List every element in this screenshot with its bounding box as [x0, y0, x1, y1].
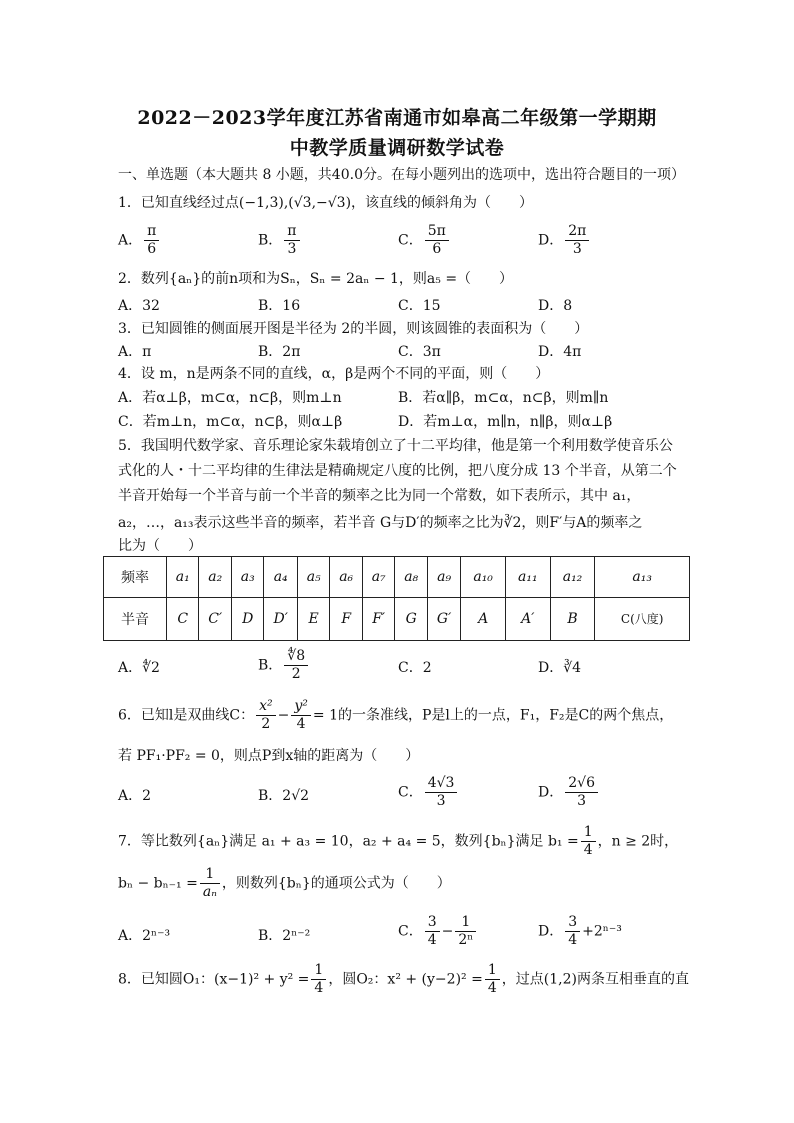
- question-5-line5: 比为（ ）: [118, 538, 202, 554]
- q1-option-c: C． $\frac{5\pi}{6}$: [398, 223, 451, 258]
- q3-option-c: C．3π: [398, 344, 441, 360]
- table-cell: A: [461, 598, 506, 641]
- table-cell: B: [550, 598, 595, 641]
- table-cell: a₂: [199, 557, 232, 598]
- table-cell: a₅: [297, 557, 330, 598]
- q7-option-d: D． $\frac{3}{4}$ +2ⁿ⁻³: [538, 914, 622, 948]
- exam-title-line1: 2022－2023学年度江苏省南通市如皋高二年级第一学期期: [137, 107, 657, 129]
- table-row-frequency: [104, 557, 690, 598]
- q6-option-b: B．2√2: [258, 788, 310, 804]
- q7-option-b: B．2ⁿ⁻²: [258, 928, 311, 944]
- q4-option-a: A．若α⊥β，m⊂α，n⊂β，则m⊥n: [118, 390, 342, 406]
- question-7-line1: 7．等比数列{aₙ}满足 a₁ + a₃ = 10，a₂ + a₄ = 5，数列{bₙ}满足 b₁ = $\frac{1}{4}$ ，n ≥ 2时，: [118, 824, 679, 858]
- q1-option-d: D． $\frac{2\pi}{3}$: [538, 223, 591, 258]
- q4-option-c: C．若m⊥n，m⊂α，n⊂β，则α⊥β: [118, 414, 343, 430]
- question-8-text: 8．已知圆O₁：(x−1)² + y² = $\frac{1}{4}$ ，圆O₂：x² + (y−2)² = $\frac{1}{4}$ ，过点(1,2)两条互相垂直的直: [118, 962, 689, 996]
- table-cell: a₁₁: [505, 557, 550, 598]
- table-cell: a₁₂: [550, 557, 595, 598]
- table-cell: a₃: [231, 557, 264, 598]
- table-cell: D: [231, 598, 264, 641]
- question-7-line2: bₙ − bₙ₋₁ = $\frac{1}{\text{aₙ}}$ ，则数列{bₙ}的通项公式为（ ）: [118, 866, 451, 900]
- table-cell: G: [395, 598, 428, 641]
- question-3-text: 3．已知圆锥的侧面展开图是半径为 2的半圆，则该圆锥的表面积为（ ）: [118, 321, 589, 337]
- q6-option-c: C． $\frac{4√3}{3}$: [398, 775, 459, 810]
- q1-option-b: B． $\frac{\pi}{3}$: [258, 223, 302, 258]
- exam-title-line2: 中教学质量调研数学试卷: [289, 137, 505, 159]
- q1-option-a: A． $\frac{\pi}{6}$: [118, 223, 161, 258]
- section-header: 一、单选题（本大题共 8 小题，共40.0分。在每小题列出的选项中，选出符合题目的一项）: [118, 167, 685, 183]
- table-row-semitone: [104, 598, 690, 641]
- table-cell: a₈: [395, 557, 428, 598]
- question-6-line1: 6．已知l是双曲线C： $\frac{\text{x²}}{2}$ − $\frac{\text{y²}}{4}$ = 1的一条准线，P是l上的一点，F₁，F₂是C的两个焦点，: [118, 698, 674, 732]
- table-cell: C′: [199, 598, 232, 641]
- q5-option-b: B． $\frac{∜8}{2}$: [258, 648, 310, 683]
- table-cell: a₇: [362, 557, 395, 598]
- q6-option-a: A．2: [118, 788, 152, 804]
- q5-option-c: C．2: [398, 660, 432, 676]
- q4-option-d: D．若m⊥α，m∥n，n∥β，则α⊥β: [398, 414, 613, 430]
- q2-option-a: A．32: [118, 298, 160, 314]
- table-cell: a₆: [330, 557, 363, 598]
- table-cell: C(八度): [595, 598, 690, 641]
- table-cell: a₄: [264, 557, 297, 598]
- table-cell: a₁: [166, 557, 199, 598]
- table-cell: C: [166, 598, 199, 641]
- q3-option-d: D．4π: [538, 344, 582, 360]
- table-cell: E: [297, 598, 330, 641]
- q2-option-d: D．8: [538, 298, 573, 314]
- table-cell: a₁₀: [461, 557, 506, 598]
- q5-option-a: A．∜2: [118, 660, 160, 676]
- table-header-frequency: 频率: [104, 557, 167, 598]
- question-5-line3: 半音开始每一个半音与前一个半音的频率之比为同一个常数，如下表所示，其中 a₁，: [118, 488, 641, 504]
- frequency-table: [103, 556, 690, 641]
- q2-option-b: B．16: [258, 298, 301, 314]
- table-cell: F: [330, 598, 363, 641]
- table-cell: D′: [264, 598, 297, 641]
- question-4-text: 4．设 m，n是两条不同的直线，α，β是两个不同的平面，则（ ）: [118, 366, 550, 382]
- q2-option-c: C．15: [398, 298, 441, 314]
- q3-option-a: A．π: [118, 344, 152, 360]
- question-2-text: 2．数列{aₙ}的前n项和为Sₙ，Sₙ = 2aₙ − 1，则a₅ =（ ）: [118, 271, 514, 287]
- question-5-line2: 式化的人・十二平均律的生律法是精确规定八度的比例，把八度分成 13 个半音，从第二个: [118, 463, 677, 479]
- q3-option-b: B．2π: [258, 344, 301, 360]
- q7-option-c: C． $\frac{3}{4}$ − $\frac{1}{\text{2ⁿ}}$: [398, 914, 478, 949]
- table-cell: a₉: [427, 557, 460, 598]
- q7-option-a: A．2ⁿ⁻³: [118, 928, 171, 944]
- table-cell: a₁₃: [595, 557, 690, 598]
- table-cell: F′: [362, 598, 395, 641]
- question-5-line1: 5．我国明代数学家、音乐理论家朱载堉创立了十二平均律，他是第一个利用数学使音乐公: [118, 438, 673, 454]
- question-6-line2: 若 PF₁·PF₂ = 0，则点P到x轴的距离为（ ）: [118, 748, 420, 764]
- q5-option-d: D．∛4: [538, 660, 582, 676]
- q4-option-b: B．若α∥β，m⊂α，n⊂β，则m∥n: [398, 390, 609, 406]
- question-1-text: 1．已知直线经过点(−1,3),(√3,−√3)，该直线的倾斜角为（ ）: [118, 195, 534, 211]
- table-cell: G′: [427, 598, 460, 641]
- question-5-line4: a₂，…，a₁₃表示这些半音的频率，若半音 G与D′的频率之比为∛2，则F′与A的频率之: [118, 515, 643, 531]
- table-header-semitone: 半音: [104, 598, 167, 641]
- q6-option-d: D． $\frac{2√6}{3}$: [538, 775, 600, 810]
- table-cell: A′: [505, 598, 550, 641]
